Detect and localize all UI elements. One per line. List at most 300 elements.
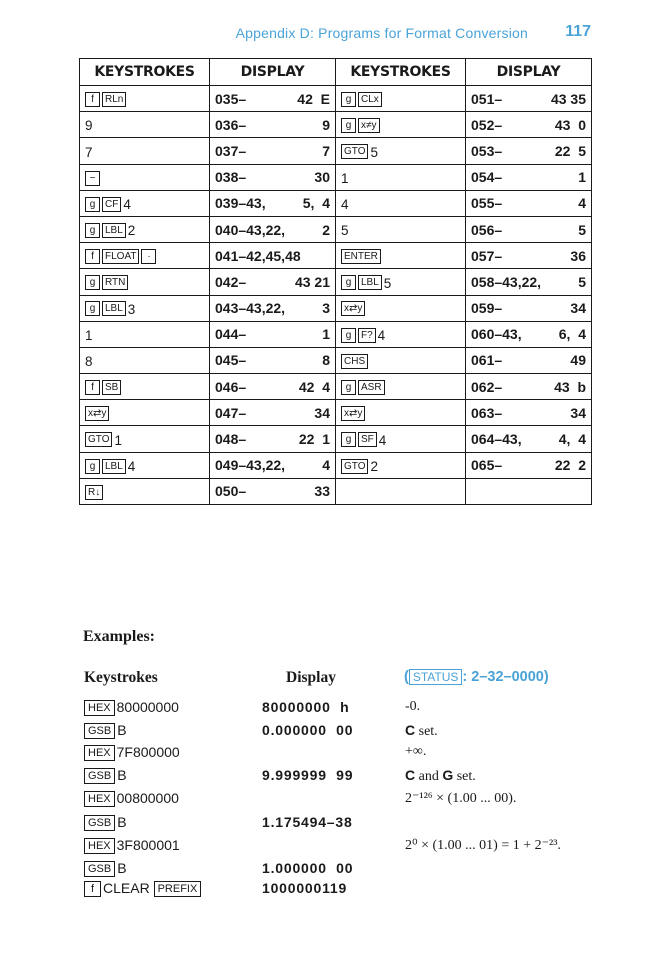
display-cell [466, 138, 592, 164]
step-keycode: 1 [578, 169, 586, 186]
step-code: 062– [471, 378, 503, 395]
step-keycode: 34 [570, 404, 586, 421]
keystroke-digit: 5 [370, 144, 378, 160]
step-code: 036– [215, 116, 247, 133]
display-cell [466, 190, 592, 216]
keystroke-digit: 3 [127, 301, 136, 317]
display-value [471, 457, 586, 473]
comment-text: set. [453, 769, 476, 784]
keystrokes-cell [80, 112, 210, 138]
keystroke-text: B [117, 860, 127, 876]
example-keystrokes [84, 744, 180, 761]
keystrokes-cell [80, 295, 210, 321]
step-keycode: 4 [322, 457, 330, 474]
display-cell [466, 164, 592, 190]
calculator-key: g [85, 459, 100, 474]
keystrokes-cell [336, 400, 466, 426]
display-value [215, 379, 330, 395]
header-title: Appendix D: Programs for Format Conversion [235, 25, 528, 41]
calculator-key: f [84, 881, 101, 897]
display-cell [210, 478, 336, 504]
step-keycode: 9 [322, 116, 330, 133]
example-keystrokes [84, 880, 203, 897]
display-value [215, 483, 330, 499]
display-value [215, 117, 330, 133]
examples-display-header: Display [286, 669, 336, 686]
example-row [0, 880, 666, 902]
display-cell [466, 269, 592, 295]
example-row [0, 744, 666, 766]
keystroke-text: B [117, 722, 127, 738]
display-cell [466, 321, 592, 347]
examples-keystrokes-header: Keystrokes [84, 669, 158, 686]
example-display: 80000000 h [262, 699, 350, 715]
display-value [471, 405, 586, 421]
display-value [471, 431, 586, 447]
calculator-key: g [341, 432, 356, 447]
keystrokes-cell [80, 216, 210, 242]
step-code: 046– [215, 378, 247, 395]
step-keycode: 36 [570, 247, 586, 264]
example-comment [405, 722, 438, 740]
calculator-key: g [341, 92, 356, 107]
keystrokes-cell [80, 269, 210, 295]
calculator-key: ASR [358, 380, 385, 395]
display-value [215, 169, 330, 185]
keystrokes-cell [80, 374, 210, 400]
keystroke-digit: 4 [378, 432, 387, 448]
keystroke-digit: 1 [341, 170, 349, 186]
table-row [80, 112, 592, 138]
calculator-key: x⇄y [85, 406, 109, 421]
step-keycode: 49 [570, 352, 586, 369]
calculator-key: GTO [341, 144, 368, 159]
display-cell [210, 269, 336, 295]
calculator-key: GSB [84, 815, 115, 831]
calculator-key: f [85, 249, 100, 264]
display-cell [210, 164, 336, 190]
example-display: 1.000000 00 [262, 860, 354, 876]
calculator-key: LBL [102, 459, 126, 474]
keystrokes-cell [80, 400, 210, 426]
table-row [80, 216, 592, 242]
calculator-key: RTN [102, 275, 128, 290]
table-row [80, 243, 592, 269]
display-cell [210, 86, 336, 112]
example-comment [405, 744, 426, 760]
display-cell [210, 321, 336, 347]
example-keystrokes [84, 814, 127, 831]
calculator-key: GSB [84, 723, 115, 739]
step-keycode: 5 [578, 221, 586, 238]
display-value [471, 379, 586, 395]
calculator-key: g [341, 328, 356, 343]
calculator-key: f [85, 380, 100, 395]
column-header: DISPLAY [466, 59, 592, 86]
calculator-key: g [341, 275, 356, 290]
step-keycode: 4, 4 [558, 431, 586, 448]
example-comment [405, 790, 516, 807]
keystrokes-cell [80, 243, 210, 269]
step-code: 061– [471, 352, 503, 369]
display-value [471, 222, 586, 238]
step-code: 053– [471, 142, 503, 159]
calculator-key: g [341, 380, 356, 395]
table-row [80, 400, 592, 426]
keystrokes-cell [336, 426, 466, 452]
comment-text: +∞. [405, 744, 427, 759]
keystrokes-cell [80, 347, 210, 373]
step-code: 045– [215, 352, 247, 369]
display-value [471, 195, 586, 211]
column-header: KEYSTROKES [80, 59, 210, 86]
step-code: 063– [471, 404, 503, 421]
keystrokes-cell [336, 243, 466, 269]
step-keycode: 22 5 [554, 142, 586, 159]
keystrokes-cell [80, 164, 210, 190]
calculator-key: LBL [358, 275, 382, 290]
table-row [80, 295, 592, 321]
column-header: KEYSTROKES [336, 59, 466, 86]
example-row [0, 814, 666, 836]
keystroke-digit: 4 [341, 196, 349, 212]
calculator-key: f [85, 92, 100, 107]
keystroke-text: 7F800000 [116, 744, 180, 760]
display-cell [210, 243, 336, 269]
display-value [471, 91, 586, 107]
display-cell [466, 347, 592, 373]
step-code: 064–43, [471, 431, 522, 448]
calculator-key: LBL [102, 223, 126, 238]
calculator-key: · [141, 249, 156, 264]
step-keycode: 30 [314, 169, 330, 186]
calculator-key: CLx [358, 92, 382, 107]
step-keycode: 43 b [554, 378, 586, 395]
display-cell [210, 452, 336, 478]
display-value [215, 248, 330, 264]
calculator-key: HEX [84, 700, 115, 716]
display-cell [466, 374, 592, 400]
keystrokes-cell [80, 321, 210, 347]
step-code: 060–43, [471, 326, 522, 343]
example-comment [405, 767, 476, 785]
keystroke-digit: 9 [85, 118, 93, 134]
step-keycode: 6, 4 [558, 326, 586, 343]
keystrokes-cell [80, 478, 210, 504]
calculator-key: x⇄y [341, 301, 365, 316]
page-header [0, 23, 666, 47]
keystroke-digit: 5 [383, 275, 392, 291]
example-display: 0.000000 00 [262, 722, 354, 738]
status-value: : 2–32–0000) [462, 669, 549, 685]
example-row [0, 860, 666, 882]
keystrokes-cell [336, 374, 466, 400]
status-key: STATUS [409, 669, 463, 685]
display-cell [466, 216, 592, 242]
calculator-key: GSB [84, 768, 115, 784]
keystroke-digit: 5 [341, 222, 349, 238]
calculator-key: GSB [84, 861, 115, 877]
keystrokes-cell [336, 347, 466, 373]
display-value [471, 274, 586, 290]
display-cell [210, 190, 336, 216]
display-value [471, 143, 586, 159]
keystrokes-cell [80, 190, 210, 216]
comment-text: and [415, 769, 443, 784]
comment-text: 2⁰ × (1.00 ... 01) = 1 + 2⁻²³. [405, 838, 561, 853]
step-code: 038– [215, 169, 247, 186]
comment-text: C [405, 767, 416, 783]
comment-text: -0. [405, 699, 421, 714]
display-cell [210, 138, 336, 164]
comment-text: 2⁻¹²⁶ × (1.00 ... 00). [405, 791, 517, 806]
step-keycode: 4 [578, 195, 586, 212]
display-value [215, 195, 330, 211]
display-cell [210, 112, 336, 138]
table-row [80, 452, 592, 478]
step-keycode: 1 [322, 326, 330, 343]
display-value [471, 117, 586, 133]
example-keystrokes [84, 699, 179, 716]
keystrokes-cell [336, 138, 466, 164]
example-display: 1.175494–38 [262, 814, 353, 830]
step-code: 035– [215, 90, 247, 107]
step-keycode: 34 [570, 300, 586, 317]
keystroke-digit: 1 [114, 432, 122, 448]
column-header: DISPLAY [210, 59, 336, 86]
calculator-key: g [85, 301, 100, 316]
calculator-key: g [85, 275, 100, 290]
step-keycode: 42 E [297, 90, 330, 107]
step-code: 043–43,22, [215, 300, 286, 317]
display-cell [210, 216, 336, 242]
display-value [215, 431, 330, 447]
table-row [80, 374, 592, 400]
step-keycode: 3 [322, 300, 330, 317]
step-code: 056– [471, 221, 503, 238]
display-value [215, 405, 330, 421]
calculator-key: g [85, 197, 100, 212]
step-keycode: 34 [314, 404, 330, 421]
display-cell [466, 243, 592, 269]
display-value [215, 143, 330, 159]
example-row [0, 767, 666, 789]
display-cell [210, 374, 336, 400]
display-cell [210, 400, 336, 426]
keystrokes-cell [80, 138, 210, 164]
keystroke-digit: 1 [85, 327, 93, 343]
display-value [215, 222, 330, 238]
keystrokes-cell [336, 295, 466, 321]
display-cell [210, 347, 336, 373]
step-keycode: 7 [322, 142, 330, 159]
display-cell [466, 86, 592, 112]
keystrokes-cell [336, 164, 466, 190]
keystrokes-cell [80, 452, 210, 478]
keystrokes-cell [336, 86, 466, 112]
keystroke-text: 80000000 [116, 699, 179, 715]
example-keystrokes [84, 860, 127, 877]
display-value [471, 300, 586, 316]
table-row [80, 190, 592, 216]
example-comment [405, 837, 561, 854]
table-row [80, 269, 592, 295]
step-code: 054– [471, 169, 503, 186]
comment-text: G [442, 767, 454, 783]
calculator-key: PREFIX [154, 881, 202, 897]
table-row [80, 478, 592, 504]
status-open-paren: ( [404, 669, 409, 685]
step-code: 041–42,45,48 [215, 247, 301, 264]
example-comment [405, 699, 420, 715]
step-code: 050– [215, 483, 247, 500]
step-code: 057– [471, 247, 503, 264]
display-cell [466, 400, 592, 426]
calculator-key: g [85, 223, 100, 238]
calculator-key: x⇄y [341, 406, 365, 421]
step-keycode: 43 35 [550, 90, 586, 107]
step-code: 058–43,22, [471, 273, 542, 290]
display-value [471, 169, 586, 185]
display-cell [210, 426, 336, 452]
display-value [471, 248, 586, 264]
example-keystrokes [84, 837, 180, 854]
display-value [215, 274, 330, 290]
example-keystrokes [84, 767, 127, 784]
table-row [80, 347, 592, 373]
display-value [215, 352, 330, 368]
calculator-key: HEX [84, 838, 115, 854]
example-display: 1000000119 [262, 880, 348, 896]
display-value [215, 300, 330, 316]
examples-title: Examples: [83, 628, 155, 645]
step-code: 048– [215, 431, 247, 448]
calculator-key: CF [102, 197, 121, 212]
keystroke-digit: 4 [127, 458, 136, 474]
step-keycode: 43 0 [554, 116, 586, 133]
calculator-key: LBL [102, 301, 126, 316]
calculator-key: RLn [102, 92, 126, 107]
example-row [0, 790, 666, 812]
step-keycode: 22 1 [298, 431, 330, 448]
keystrokes-cell [336, 478, 466, 504]
calculator-key: x≠y [358, 118, 380, 133]
calculator-key: R↓ [85, 485, 103, 500]
display-cell [466, 295, 592, 321]
keystrokes-cell [336, 112, 466, 138]
keystroke-text: 3F800001 [116, 837, 180, 853]
step-code: 049–43,22, [215, 457, 286, 474]
calculator-key: FLOAT [102, 249, 139, 264]
keystroke-text: B [117, 767, 127, 783]
keystroke-digit: 4 [123, 196, 131, 212]
step-code: 037– [215, 142, 247, 159]
step-code: 044– [215, 326, 247, 343]
calculator-key: SB [102, 380, 121, 395]
comment-text: set. [415, 724, 438, 739]
calculator-key: SF [358, 432, 377, 447]
calculator-key: HEX [84, 791, 115, 807]
step-code: 042– [215, 273, 247, 290]
table-row [80, 138, 592, 164]
step-keycode: 33 [314, 483, 330, 500]
example-keystrokes [84, 790, 179, 807]
step-keycode: 42 4 [298, 378, 330, 395]
display-cell [466, 478, 592, 504]
keystroke-text: B [117, 814, 127, 830]
table-header-row [80, 59, 592, 86]
keystrokes-cell [336, 452, 466, 478]
example-display: 9.999999 99 [262, 767, 354, 783]
calculator-key: GTO [341, 459, 368, 474]
display-cell [466, 452, 592, 478]
table-row [80, 164, 592, 190]
example-row [0, 722, 666, 744]
step-keycode: 8 [322, 352, 330, 369]
example-row [0, 837, 666, 859]
page-number: 117 [565, 23, 591, 40]
step-code: 039–43, [215, 195, 266, 212]
keystroke-digit: 4 [377, 327, 386, 343]
keystrokes-cell [80, 426, 210, 452]
example-row [0, 699, 666, 721]
keystroke-text: 00800000 [116, 790, 179, 806]
display-cell [210, 295, 336, 321]
display-value [471, 326, 586, 342]
display-value [471, 352, 586, 368]
step-code: 059– [471, 300, 503, 317]
calculator-key: ENTER [341, 249, 381, 264]
keystroke-text: CLEAR [103, 880, 150, 896]
keystrokes-cell [80, 86, 210, 112]
display-cell [466, 112, 592, 138]
status-indicator [404, 669, 549, 685]
display-value [215, 91, 330, 107]
step-code: 040–43,22, [215, 221, 286, 238]
step-keycode: 22 2 [554, 457, 586, 474]
step-code: 047– [215, 404, 247, 421]
display-cell [466, 426, 592, 452]
calculator-key: g [341, 118, 356, 133]
table-row [80, 86, 592, 112]
keystrokes-cell [336, 190, 466, 216]
keystroke-digit: 2 [127, 222, 136, 238]
keystrokes-cell [336, 269, 466, 295]
step-code: 052– [471, 116, 503, 133]
step-code: 065– [471, 457, 503, 474]
keystrokes-cell [336, 216, 466, 242]
table-row [80, 321, 592, 347]
keystroke-digit: 8 [85, 353, 93, 369]
display-value [215, 457, 330, 473]
keystroke-digit: 2 [370, 458, 378, 474]
keystrokes-cell [336, 321, 466, 347]
step-code: 055– [471, 195, 503, 212]
program-listing-table [79, 58, 592, 505]
step-code: 051– [471, 90, 503, 107]
step-keycode: 5, 4 [302, 195, 330, 212]
calculator-key: F? [358, 328, 376, 343]
calculator-key: GTO [85, 432, 112, 447]
calculator-key: CHS [341, 354, 368, 369]
calculator-key: − [85, 171, 100, 186]
table-row [80, 426, 592, 452]
step-keycode: 5 [578, 273, 586, 290]
keystroke-digit: 7 [85, 144, 93, 160]
step-keycode: 43 21 [294, 273, 330, 290]
example-keystrokes [84, 722, 127, 739]
comment-text: C [405, 722, 416, 738]
